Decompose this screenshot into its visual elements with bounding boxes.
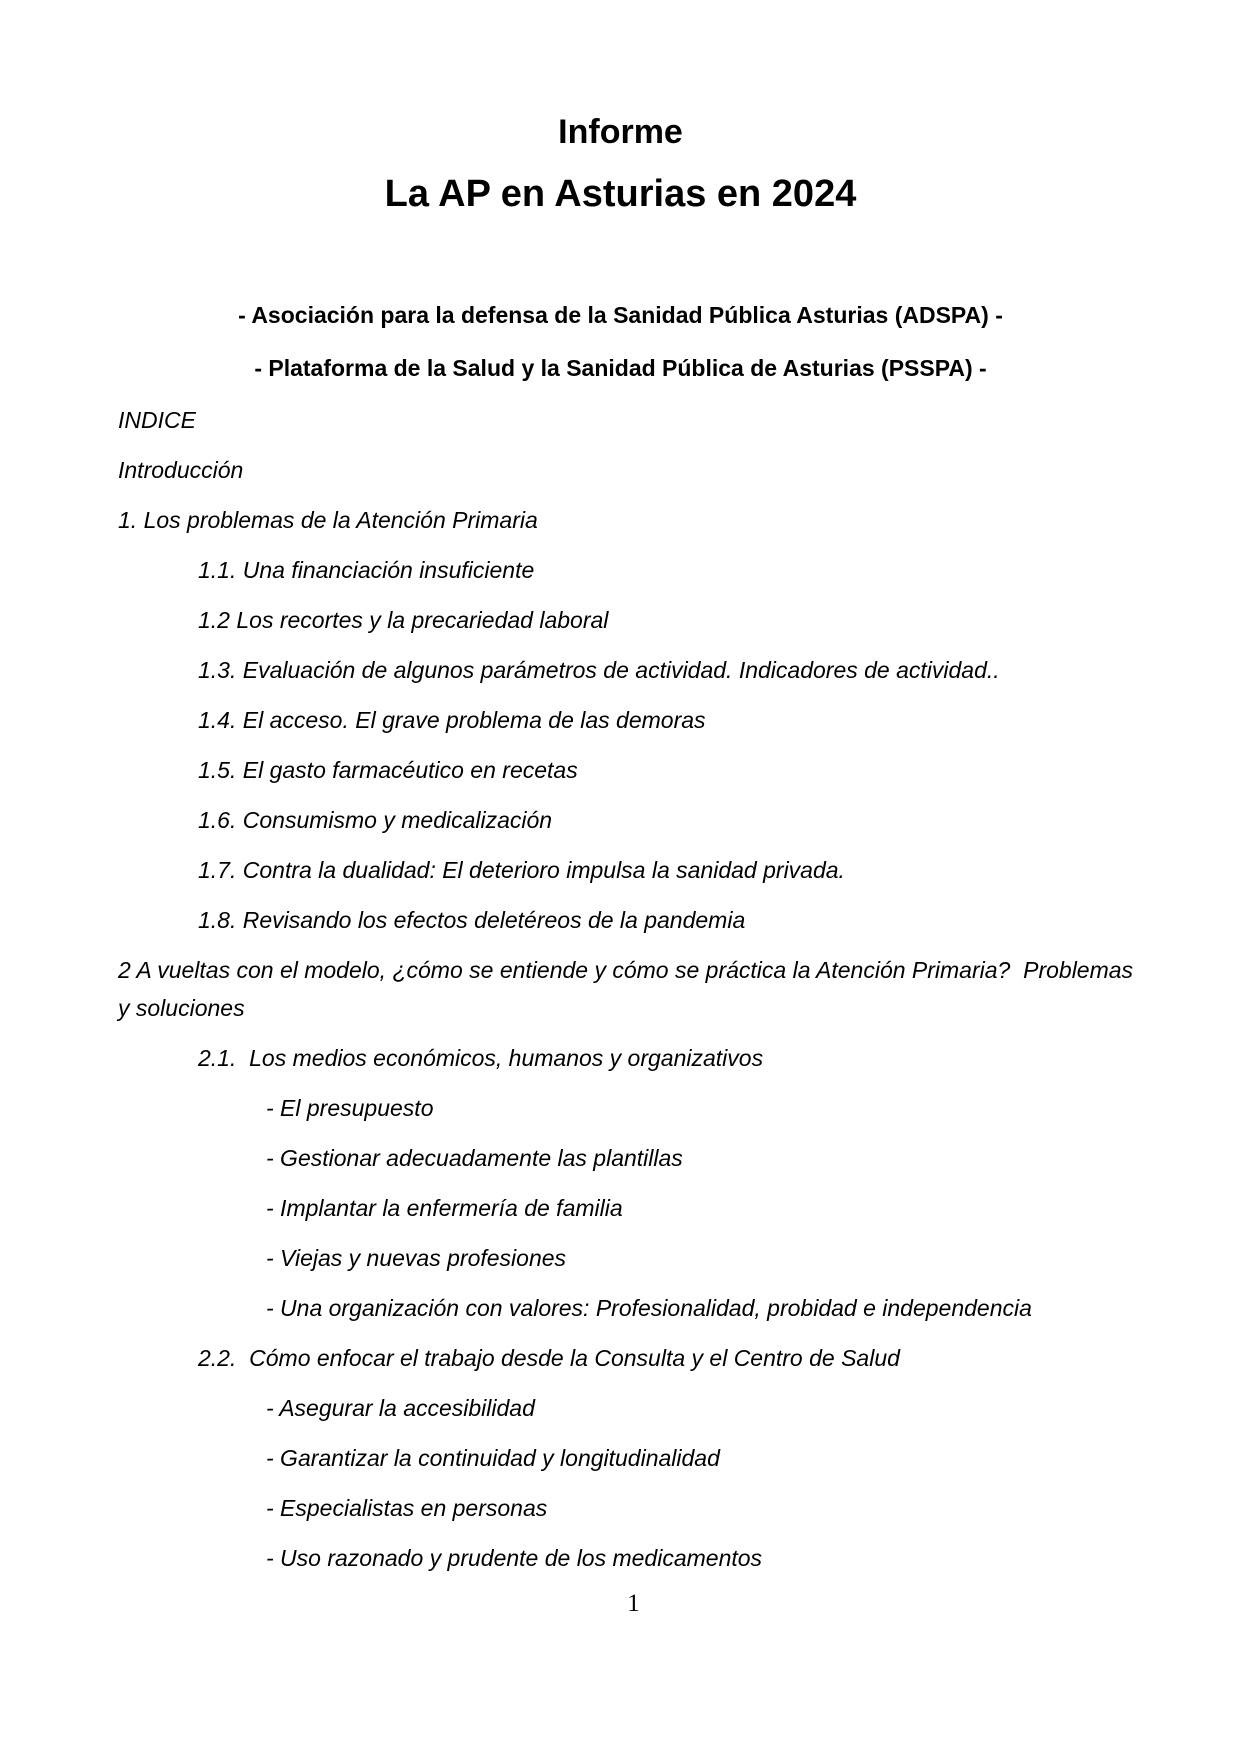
toc-item: - Gestionar adecuadamente las plantillas [266, 1145, 683, 1171]
organization-line-adspa: - Asociación para la defensa de la Sanidad Pública Asturias (ADSPA) - [238, 302, 1003, 328]
toc-item: 1.3. Evaluación de algunos parámetros de actividad. Indicadores de actividad.. [198, 657, 1000, 683]
toc-heading: INDICE [118, 407, 196, 433]
report-title: Informe [558, 113, 683, 151]
page-number: 1 [627, 1590, 640, 1617]
toc-item: - Especialistas en personas [266, 1495, 548, 1521]
toc-item: 1.8. Revisando los efectos deletéreos de la pandemia [198, 907, 746, 933]
toc-list [118, 451, 1149, 1577]
toc-item: 1.4. El acceso. El grave problema de las demoras [198, 707, 706, 733]
report-subtitle: La AP en Asturias en 2024 [384, 173, 857, 215]
toc-item: - Viejas y nuevas profesiones [266, 1245, 567, 1271]
organization-line-psspa: - Plataforma de la Salud y la Sanidad Pública de Asturias (PSSPA) - [254, 355, 987, 381]
toc-item: 1. Los problemas de la Atención Primaria [118, 507, 538, 533]
toc-item: 2.2. Cómo enfocar el trabajo desde la Consulta y el Centro de Salud [198, 1345, 900, 1371]
toc-item: 2.1. Los medios económicos, humanos y organizativos [198, 1045, 764, 1071]
toc-item: - Garantizar la continuidad y longitudinalidad [266, 1445, 720, 1471]
toc-item: - Uso razonado y prudente de los medicamentos [266, 1545, 763, 1571]
toc-item: - Una organización con valores: Profesionalidad, probidad e independencia [266, 1295, 1032, 1321]
toc-item: Introducción [118, 457, 244, 483]
toc-item: - El presupuesto [266, 1095, 434, 1121]
toc-item: 1.7. Contra la dualidad: El deterioro impulsa la sanidad privada. [198, 857, 845, 883]
toc-item: 1.5. El gasto farmacéutico en recetas [198, 757, 578, 783]
toc-item: 1.2 Los recortes y la precariedad laboral [198, 607, 609, 633]
toc-item: 1.6. Consumismo y medicalización [198, 807, 553, 833]
toc-item: - Implantar la enfermería de familia [266, 1195, 623, 1221]
toc-item: 1.1. Una financiación insuficiente [198, 557, 535, 583]
toc-item: 2 A vueltas con el modelo, ¿cómo se entiende y cómo se práctica la Atención Primaria? Problemas y soluciones [118, 957, 1140, 1021]
toc-item: - Asegurar la accesibilidad [266, 1395, 535, 1421]
